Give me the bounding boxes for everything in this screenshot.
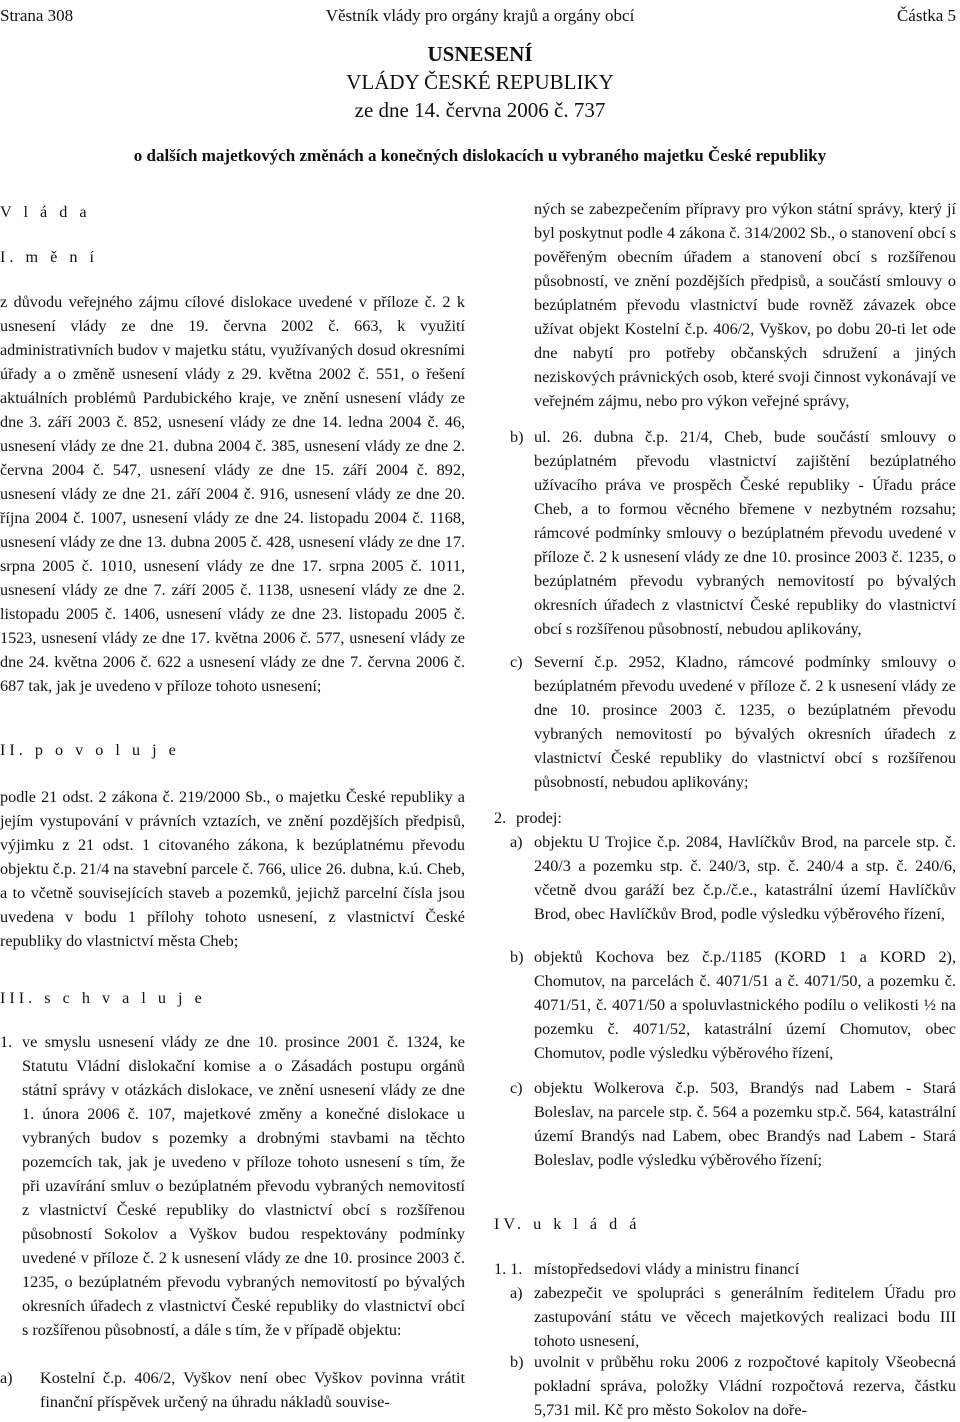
section-3-heading: III. s c h v a l u j e <box>0 989 206 1007</box>
item-letter: c) <box>510 1079 523 1097</box>
item-text: Severní č.p. 2952, Kladno, rámcové podmínky smlouvy o bezúplatném převodu uvedené v příloze č. 2 k usnesení vlády ze dne 10. prosince 2003 č. 1235, o bezúplatném převodu vybraných nemovitostí po bývalých okresních úřadech z vlastnictví České republiky do vlastnictví obcí s rozšířenou působností, nebudou aplikovány; <box>534 653 956 791</box>
item-letter: c) <box>510 653 523 671</box>
section-4-heading: IV. u k l á d á <box>494 1215 641 1233</box>
item-letter: b) <box>510 948 524 966</box>
item-1a-continuation: ných se zabezpečením přípravy pro výkon státní správy, který jí byl poskytnut podle 4 zákona č. 314/2002 Sb., o stanovení obcí s pověřeným obecním úřadem a stanovení obcí s rozšířenou působností, ve znění pozdějších předpisů, a součástí smlouvy o bezúplatném převodu vlastnictví bude rovněž závazek obce užívat objekt Kostelní č.p. 406/2, Vyškov, po dobu 20-ti let ode dne nabytí pro potřeby občanských sdružení a jiných neziskových právnických osob, které svoji činnost vykonávají ve veřejném zájmu, nebo pro výkon veřejné správy, <box>534 200 956 410</box>
government-name: VLÁDY ČESKÉ REPUBLIKY <box>346 70 614 94</box>
item-text: ul. 26. dubna č.p. 21/4, Cheb, bude součástí smlouvy o bezúplatném převodu vlastnictví zajištění bezúplatného užívacího práva ve prospěch České republiky - Úřadu práce Cheb, a to formou věcného břemene v nezbytném rozsahu; rámcové podmínky smlouvy o bezúplatném převodu uvedené v příloze č. 2 k usnesení vlády ze dne 10. prosince 2003 č. 1235, o bezúplatném převodu vybraných nemovitostí po bývalých okresních úřadech z vlastnictví České republiky do vlastnictví obcí s rozšířenou působností, nebudou aplikovány, <box>534 428 956 638</box>
item-number: 1. <box>0 1033 13 1051</box>
page-header <box>0 4 960 30</box>
item-label: prodej: <box>516 809 562 827</box>
resolution-title-block <box>0 40 960 124</box>
item-number: 1. 1. <box>494 1260 523 1278</box>
resolution-heading: USNESENÍ <box>427 42 533 66</box>
item-letter: a) <box>510 833 523 851</box>
item-text: objektu U Trojice č.p. 2084, Havlíčkův Brod, na parcele stp. č. 240/3 a pozemku stp. č. 240/3, stp. č. 240/4 a stp. č. 240/6, včetně dvou garáží bez č.p./č.e., katastrální území Havlíčkův Brod, obec Havlíčkův Brod, podle výsledku výběrového řízení, <box>534 833 956 923</box>
journal-title: Věstník vlády pro orgány krajů a orgány obcí <box>325 6 635 25</box>
item-letter: a) <box>0 1369 13 1387</box>
section-2-text: podle 21 odst. 2 zákona č. 219/2000 Sb., o majetku České republiky a jejím vystupování v právních vztazích, ve znění pozdějších předpisů, výjimku z 21 odst. 1 citovaného zákona, k bezúplatnému převodu objektu č.p. 21/4 na stavební parcele č. 766, ulice 26. dubna, k.ú. Cheb, a to včetně souvisejících staveb a pozemků, jejichž parcelní čísla jsou uvedena v bodu 1 přílohy tohoto usnesení, z vlastnictví České republiky do vlastnictví města Cheb; <box>0 788 465 950</box>
page-number: Strana 308 <box>0 6 74 25</box>
item-text: objektu Wolkerova č.p. 503, Brandýs nad Labem - Stará Boleslav, na parcele stp. č. 564 a pozemku stp.č. 564, katastrální území Brandýs nad Labem, obec Brandýs nad Labem - Stará Boleslav, podle výsledku výběrového řízení; <box>534 1079 956 1169</box>
item-letter: a) <box>510 1284 523 1302</box>
section-1-text: z důvodu veřejného zájmu cílové dislokace uvedené v příloze č. 2 k usnesení vlády ze dne 19. června 2002 č. 663, k využití administrativních budov v majetku státu, využívaných dosud okresními úřady a o změně usnesení vlády z 29. května 2002 č. 551, o řešení aktuálních problémů Pardubického kraje, ve znění usnesení vlády ze dne 3. září 2003 č. 852, usnesení vlády ze dne 14. ledna 2004 č. 46, usnesení vlády ze dne 21. dubna 2004 č. 385, usnesení vlády ze dne 2. června 2004 č. 547, usnesení vlády ze dne 15. září 2004 č. 892, usnesení vlády ze dne 21. září 2004 č. 916, usnesení vlády ze dne 20. října 2004 č. 1007, usnesení vlády ze dne 24. listopadu 2004 č. 1168, usnesení vlády ze dne 13. dubna 2005 č. 428, usnesení vlády ze dne 17. srpna 2005 č. 1010, usnesení vlády ze dne 17. srpna 2005 č. 1011, usnesení vlády ze dne 7. září 2005 č. 1138, usnesení vlády ze dne 2. listopadu 2005 č. 1406, usnesení vlády ze dne 23. listopadu 2005 č. 1523, usnesení vlády ze dne 17. května 2006 č. 577, usnesení vlády ze dne 24. května 2006 č. 622 a usnesení vlády ze dne 7. června 2006 č. 687 tak, jak je uvedeno v příloze tohoto usnesení; <box>0 293 465 695</box>
section-1-heading: I. m ě n í <box>0 248 98 266</box>
item-text: objektů Kochova bez č.p./1185 (KORD 1 a KORD 2), Chomutov, na parcelách č. 4071/51 a č. 4071/50, a pozemku č. 4071/51, č. 4071/50 a spoluvlastnického podílu o velikosti ½ na pozemku č. 4071/52, katastrální území Chomutov, obec Chomutov, podle výsledku výběrového řízení, <box>534 948 956 1062</box>
item-letter: b) <box>510 1353 524 1371</box>
item-label: místopředsedovi vlády a ministru financí <box>534 1260 800 1278</box>
resolution-subject: o dalších majetkových změnách a konečných dislokacích u vybraného majetku České republiky <box>133 146 827 165</box>
resolution-date: ze dne 14. června 2006 č. 737 <box>354 98 606 122</box>
item-letter: b) <box>510 428 524 446</box>
issue-part: Částka 5 <box>896 6 956 25</box>
item-text: Kostelní č.p. 406/2, Vyškov není obec Vyškov povinna vrátit finanční příspěvek určený na úhradu nákladů souvise- <box>40 1369 465 1411</box>
item-number: 2. <box>494 809 507 827</box>
section-2-heading: II. p o v o l u j e <box>0 741 180 759</box>
item-text: ve smyslu usnesení vlády ze dne 10. prosince 2001 č. 1324, ke Statutu Vládní dislokační komise a o Zásadách postupu orgánů státní správy v otázkách dislokace, ve znění usnesení vlády ze dne 1. února 2006 č. 107, majetkové změny a konečné dislokace u vybraných budov s pozemky a drobnými stavbami na těchto pozemcích tak, jak je uvedeno v příloze tohoto usnesení s tím, že při uzavírání smluv o bezúplatném převodu vybraných nemovitostí z vlastnictví České republiky do vlastnictví obcí s rozšířenou působností Sokolov a Vyškov budou respektovány podmínky uvedené v příloze č. 2 k usnesení vlády ze dne 10. prosince 2003 č. 1235, o bezúplatném převodu vybraných nemovitostí po bývalých okresních úřadech z vlastnictví České republiky do vlastnictví obcí s rozšířenou působností, a dále s tím, že v případě objektu: <box>22 1033 465 1339</box>
item-text: zabezpečit ve spolupráci s generálním ředitelem Úřadu pro zastupování státu ve věcech majetkových realizaci bodu III tohoto usnesení, <box>534 1284 956 1350</box>
government-label: V l á d a <box>0 203 91 221</box>
item-text: uvolnit v průběhu roku 2006 z rozpočtové kapitoly Všeobecná pokladní správa, položky Vládní rozpočtová rezerva, částku 5,731 mil. Kč pro město Sokolov na doře- <box>534 1353 956 1419</box>
